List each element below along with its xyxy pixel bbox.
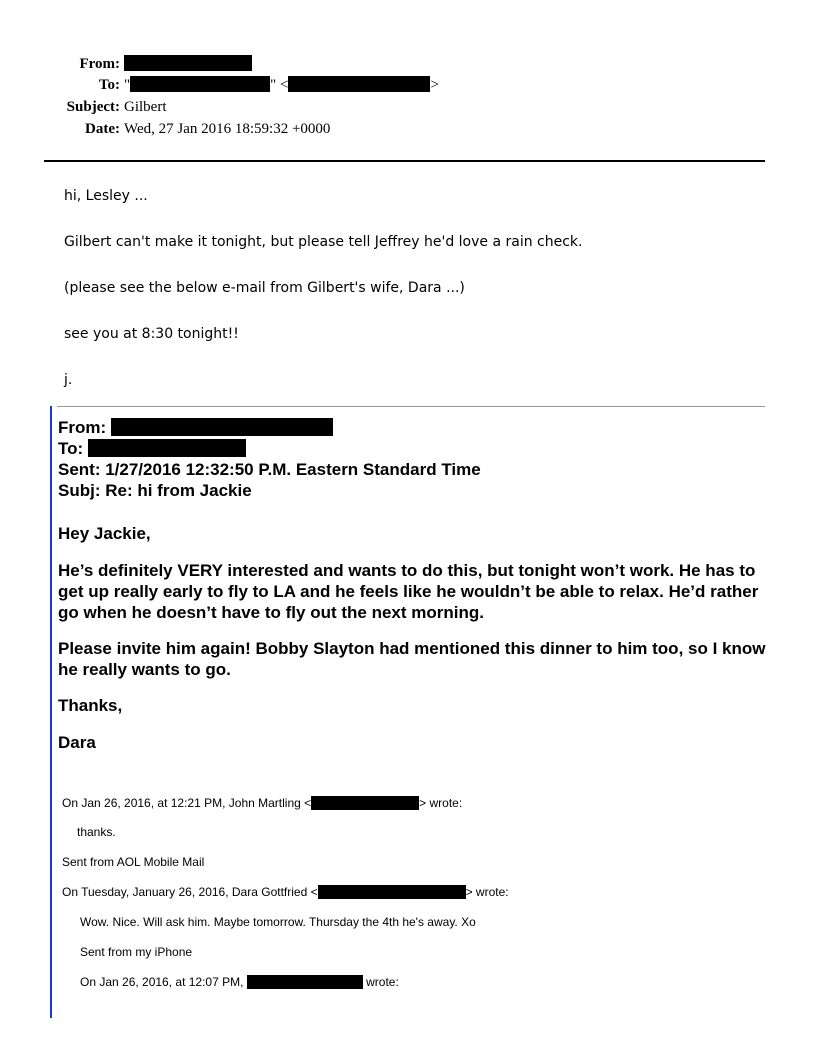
thread-line-2: thanks.: [77, 825, 116, 839]
body-line-1: Gilbert can't make it tonight, but please tell Jeffrey he'd love a rain check.: [64, 234, 583, 250]
header-divider: [44, 160, 765, 162]
body-signoff: j.: [64, 372, 73, 388]
header-date-row: [0, 119, 330, 139]
thread-line-3: Sent from AOL Mobile Mail: [62, 855, 205, 869]
body-line-3: see you at 8:30 tonight!!: [64, 326, 239, 342]
thread-line-6: Sent from my iPhone: [80, 945, 193, 959]
quoted-greeting: Hey Jackie,: [58, 524, 151, 543]
date-value: Wed, 27 Jan 2016 18:59:32 +0000: [124, 121, 331, 137]
redacted-quoted-to: [88, 439, 246, 457]
redacted-quoted-from: [111, 418, 333, 436]
thread-line-5: Wow. Nice. Will ask him. Maybe tomorrow. Thursday the 4th he's away. Xo: [80, 915, 476, 929]
quoted-from-row: [58, 417, 333, 438]
subject-label: Subject:: [66, 99, 120, 115]
redacted-to-name: [130, 76, 270, 92]
body-greeting: hi, Lesley ...: [64, 188, 148, 204]
quoted-sent: Sent: 1/27/2016 12:32:50 P.M. Eastern Standard Time: [58, 460, 481, 479]
redacted-from: [124, 55, 252, 71]
header-from-row: [0, 54, 252, 74]
quoted-from-label: From:: [58, 418, 107, 437]
subject-value: Gilbert: [124, 99, 167, 115]
redacted-thread-email-1: [311, 796, 419, 810]
redacted-thread-name: [247, 975, 363, 989]
to-quote-open: ": [124, 77, 131, 93]
quote-bar: [50, 406, 52, 1018]
body-line-2: (please see the below e-mail from Gilbert's wife, Dara ...): [64, 280, 465, 296]
from-label: From:: [79, 56, 120, 72]
quoted-to-row: [58, 438, 246, 459]
date-label: Date:: [85, 121, 120, 137]
quoted-thanks: Thanks,: [58, 696, 123, 715]
redacted-to-email: [288, 76, 430, 92]
header-to-row: [0, 75, 439, 95]
quote-rule: [57, 406, 765, 407]
to-close: >: [430, 77, 439, 93]
quoted-signature: Dara: [58, 733, 96, 752]
redacted-thread-email-2: [318, 885, 466, 899]
to-label: To:: [98, 77, 120, 93]
quoted-subj: Subj: Re: hi from Jackie: [58, 481, 252, 500]
quoted-para-1: He’s definitely VERY interested and wants to do this, but tonight won’t work. He has to get up really early to fly to LA and he feels like he wouldn’t be able to relax. He’d rather go when he doesn’t have to fly out the next morning.: [58, 561, 759, 622]
thread-line-7: On Jan 26, 2016, at 12:07 PM, wrote:: [80, 975, 399, 989]
thread-line-4: On Tuesday, January 26, 2016, Dara Gottfried < > wrote:: [62, 885, 509, 899]
quoted-to-label: To:: [58, 439, 84, 458]
to-mid: " <: [270, 77, 289, 93]
quoted-para-2: Please invite him again! Bobby Slayton had mentioned this dinner to him too, so I know he really wants to go.: [58, 639, 766, 679]
thread-line-1: On Jan 26, 2016, at 12:21 PM, John Martling < > wrote:: [62, 796, 463, 810]
header-subject-row: [0, 97, 167, 117]
